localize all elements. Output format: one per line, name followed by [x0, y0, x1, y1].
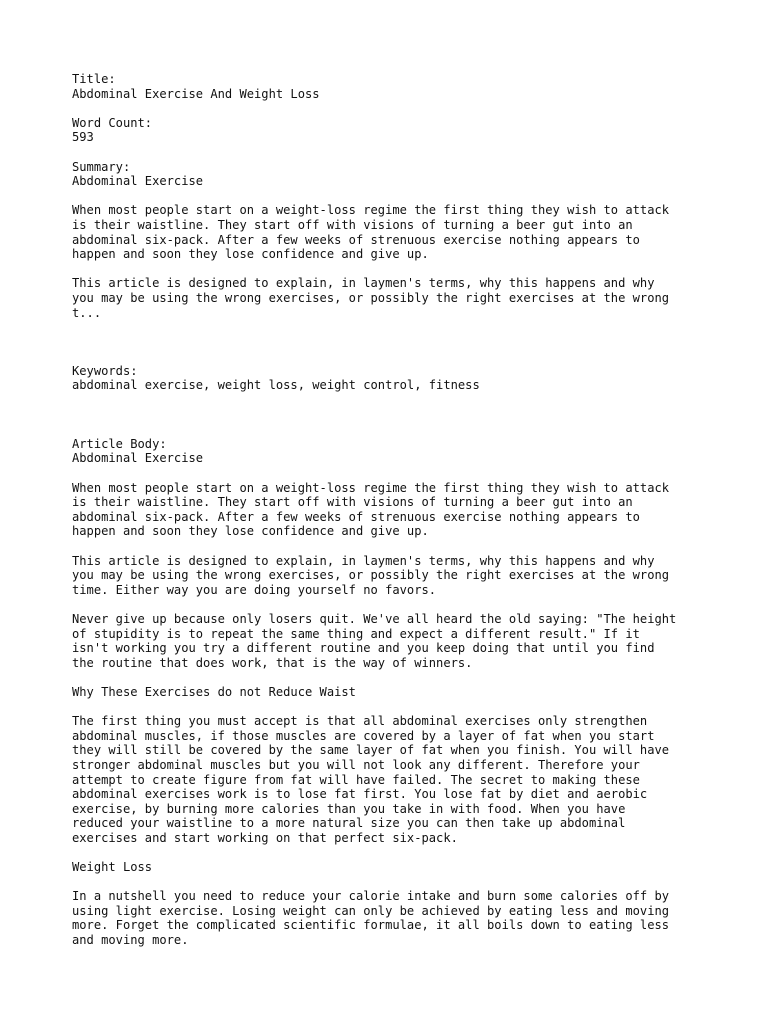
summary-label: Summary:: [72, 159, 131, 174]
article-body-field: [72, 437, 722, 466]
document-page: [72, 72, 722, 948]
body-paragraph: When most people start on a weight-loss regime the first thing they wish to attack is their waistline. They start off with visions of turning a beer gut into an abdominal six-pack. After a few weeks of strenuous exercise nothing appears to happen and soon they lose confidence and give up.: [72, 480, 670, 539]
article-body-heading: Abdominal Exercise: [72, 451, 204, 466]
section-heading: Why These Exercises do not Reduce Waist: [72, 684, 356, 699]
summary-paragraph: This article is designed to explain, in laymen's terms, why this happens and why you may be using the wrong exercises, or possibly the right exercises at the wrong t...: [72, 276, 670, 320]
summary-heading: Abdominal Exercise: [72, 174, 204, 189]
title-value: Abdominal Exercise And Weight Loss: [72, 86, 320, 101]
word-count-field: [72, 116, 722, 145]
summary-paragraph: When most people start on a weight-loss regime the first thing they wish to attack is their waistline. They start off with visions of turning a beer gut into an abdominal six-pack. After a few weeks of strenuous exercise nothing appears to happen and soon they lose confidence and give up.: [72, 203, 670, 262]
title-label: Title:: [72, 72, 116, 86]
title-field: [72, 72, 722, 101]
body-paragraph: In a nutshell you need to reduce your calorie intake and burn some calories off by using light exercise. Losing weight can only be achieved by eating less and moving more. Forget the complicated scientific formulae, it all boils down to eating less and moving more.: [72, 889, 670, 948]
body-paragraph: This article is designed to explain, in laymen's terms, why this happens and why you may be using the wrong exercises, or possibly the right exercises at the wrong time. Either way you are doing yourself no favors.: [72, 553, 670, 597]
keywords-value: abdominal exercise, weight loss, weight control, fitness: [72, 378, 480, 393]
keywords-field: [72, 364, 722, 393]
summary-field: [72, 160, 722, 189]
word-count-value: 593: [72, 130, 94, 145]
word-count-label: Word Count:: [72, 115, 153, 130]
keywords-label: Keywords:: [72, 363, 138, 378]
body-paragraph: The first thing you must accept is that all abdominal exercises only strengthen abdominal muscles, if those muscles are covered by a layer of fat when you start they will still be covered by the same layer of fat when you finish. You will have stronger abdominal muscles but you will not look any different. Therefore your attempt to create figure from fat will have failed. The secret to making these abdominal exercises work is to lose fat first. You lose fat by diet and aerobic exercise, by burning more calories than you take in with food. When you have reduced your waistline to a more natural size you can then take up abdominal exercises and start working on that perfect six-pack.: [72, 714, 670, 845]
body-paragraph: Never give up because only losers quit. We've all heard the old saying: "The height of stupidity is to repeat the same thing and expect a different result." If it isn't working you try a different routine and you keep doing that until you find the routine that does work, that is the way of winners.: [72, 612, 677, 670]
section-heading: Weight Loss: [72, 860, 153, 875]
article-body-label: Article Body:: [72, 436, 167, 451]
